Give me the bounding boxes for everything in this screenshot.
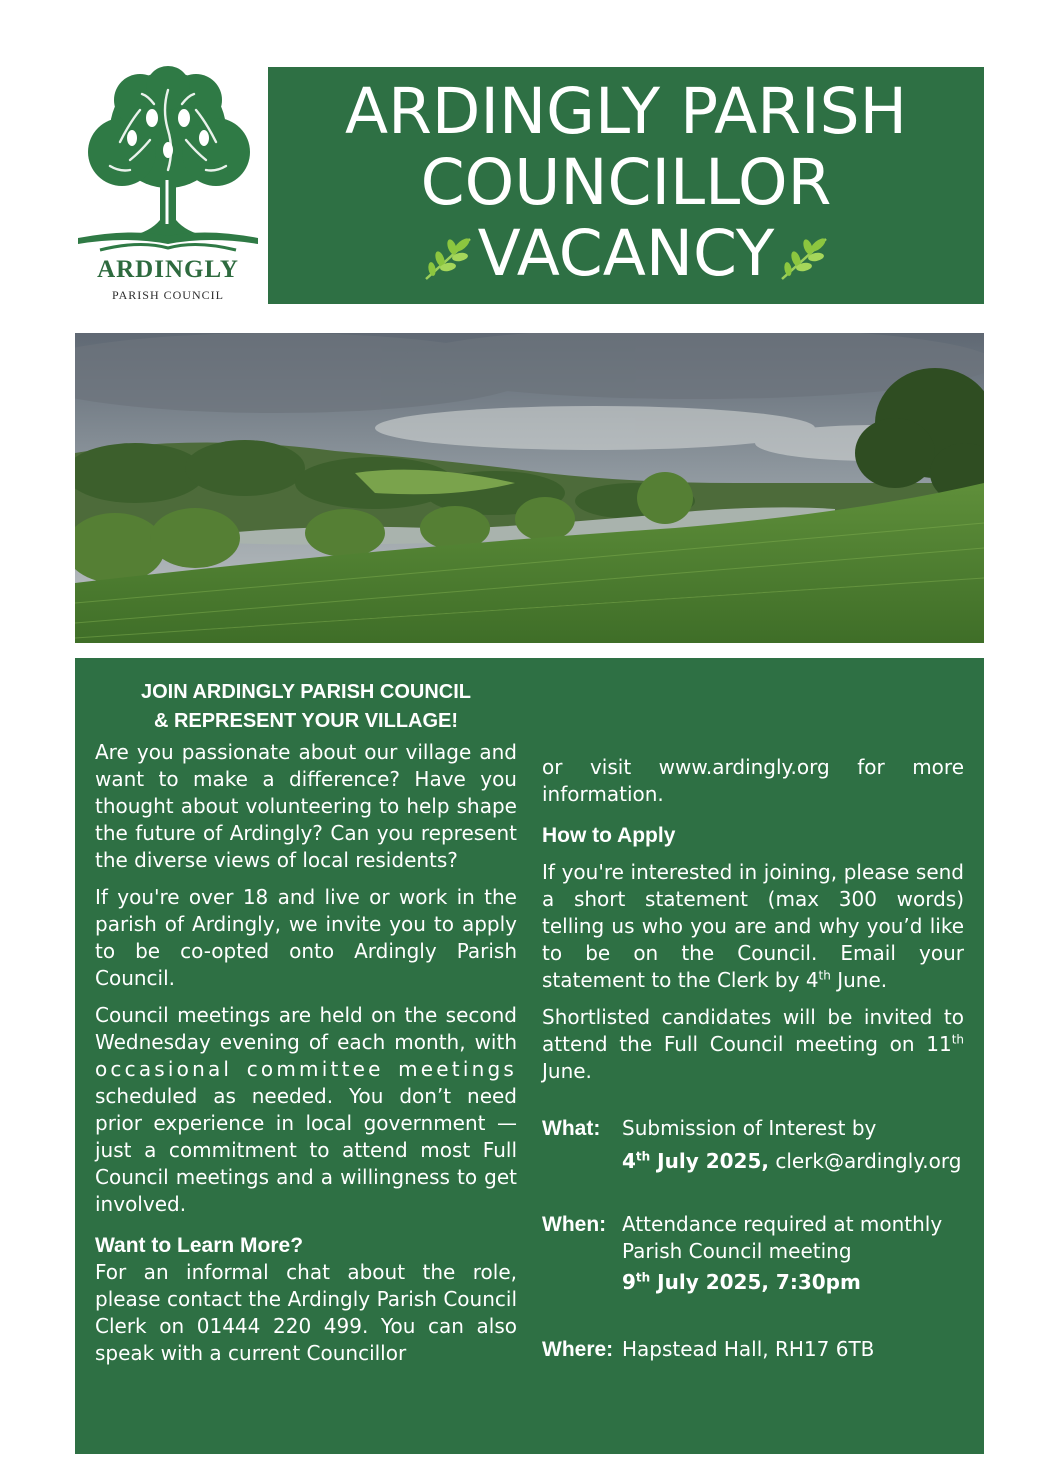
what-label: What: [542, 1117, 601, 1140]
meetings-text-b: occasional committee meetings [95, 1057, 517, 1081]
shortlist-ordinal: th [951, 1032, 964, 1047]
herb-leaf-icon [778, 235, 830, 281]
learn-more-continued: or visit www.ardingly.org for more information. [542, 755, 964, 806]
how-to-apply-heading: How to Apply [542, 824, 676, 847]
what-date-day: 4 [622, 1149, 636, 1173]
apply-ordinal: th [818, 968, 831, 983]
parish-council-logo [70, 60, 266, 306]
where-label: Where: [542, 1338, 614, 1361]
herb-leaf-icon [422, 235, 474, 281]
when-date-day: 9 [622, 1270, 636, 1294]
when-date-ordinal: th [635, 1270, 651, 1285]
headline [95, 678, 517, 736]
apply-text: If you're interested in joining, please send a short statement (max 300 words) telling us who you are and why you’d like to be on the Council. Email your statement to the Clerk by 4 [542, 860, 964, 992]
what-deadline [622, 1148, 964, 1175]
what-date-rest: July 2025, [650, 1149, 769, 1173]
when-date [622, 1269, 964, 1296]
logo-name: ARDINGLY [97, 256, 239, 283]
when-label: When: [542, 1213, 607, 1236]
what-detail [542, 1115, 964, 1175]
intro-paragraph: Are you passionate about our village and want to make a difference? Have you thought about volunteering to help shape the future of Ardingly? Can you represent the diverse views of local residents? [95, 740, 517, 872]
apply-text-end: June. [830, 968, 888, 992]
title-line-1: ARDINGLY PARISH [345, 75, 907, 148]
where-value: Hapstead Hall, RH17 6TB [622, 1337, 875, 1361]
shortlist-text: Shortlisted candidates will be invited to attend the Full Council meeting on 11 [542, 1005, 964, 1056]
logo-subname: PARISH COUNCIL [112, 288, 224, 302]
where-detail [542, 1336, 964, 1363]
eligibility-paragraph: If you're over 18 and live or work in the parish of Ardingly, we invite you to apply to be co-opted onto Ardingly Parish Council. [95, 885, 517, 990]
title-line-2: COUNCILLOR [420, 146, 832, 219]
title-banner [268, 67, 984, 304]
info-panel [75, 658, 984, 1454]
apply-paragraph [542, 859, 964, 994]
clerk-email[interactable]: clerk@ardingly.org [768, 1149, 962, 1173]
shortlist-text-end: June. [542, 1059, 592, 1083]
meetings-text-a: Council meetings are held on the second Wednesday evening of each month, with [95, 1003, 517, 1054]
when-detail [542, 1211, 964, 1296]
when-date-rest: July 2025, 7:30pm [650, 1270, 861, 1294]
title-line-3-wrap [268, 218, 984, 289]
what-date-ordinal: th [635, 1149, 651, 1164]
shortlist-paragraph [542, 1004, 964, 1085]
what-text: Submission of Interest by [622, 1116, 877, 1140]
when-text: Attendance required at monthly Parish Council meeting [622, 1212, 943, 1263]
meetings-paragraph [95, 1002, 517, 1218]
meetings-text-c: scheduled as needed. You don’t need prior experience in local government — just a commitment to attend most Full Council meetings and a willingness to get involved. [95, 1084, 517, 1216]
learn-more-heading: Want to Learn More? [95, 1234, 304, 1257]
oak-tree-icon [70, 60, 266, 256]
learn-more-text: For an informal chat about the role, please contact the Ardingly Parish Council Clerk on 01444 220 499. You can also speak with a current Councillor [95, 1260, 517, 1365]
headline-line-2: & REPRESENT YOUR VILLAGE! [153, 710, 459, 732]
right-column [542, 754, 964, 1363]
left-column [95, 678, 517, 1367]
headline-line-1: JOIN ARDINGLY PARISH COUNCIL [140, 681, 472, 703]
title-line-3: VACANCY [477, 217, 775, 290]
landscape-photo [75, 333, 984, 643]
